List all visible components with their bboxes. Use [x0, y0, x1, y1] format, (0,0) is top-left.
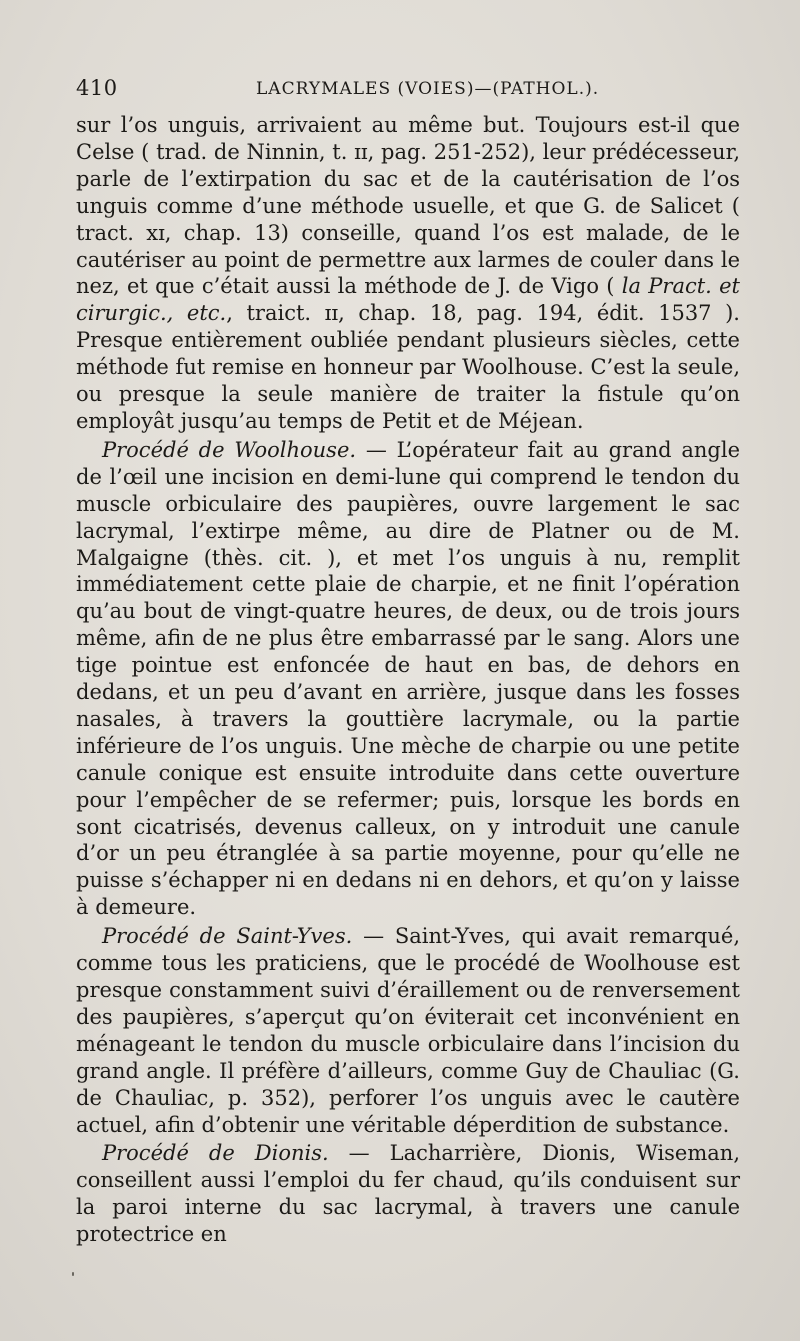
page-number: 410: [76, 76, 118, 100]
paragraph-woolhouse: [76, 437, 740, 921]
paragraph-text: sur l’os unguis, arrivaient au même but. Toujours est-il que Celse ( trad. de Ninnin, t. ɪɪ, pag. 251-252), leur prédécesseur, parle de l’extirpation du sac et de la cautérisation de l’os unguis comme d’une méthode usuelle, et que G. de Salicet ( tract. xɪ, chap. 13) conseille, quand l’os est malade, de le cautériser au point de permettre aux larmes de couler dans le nez, et que c’était aussi la méthode de J. de Vigo (: [76, 113, 740, 299]
paragraph-text-after: , traict. ɪɪ, chap. 18, pag. 194, édit. 1537 ). Presque entièrement oubliée pendant plusieurs siècles, cette méthode fut remise en honneur par Woolhouse. C’est la seule, ou presque la seule manière de traiter la fistule qu’on employât jusqu’au temps de Petit et de Méjean.: [76, 301, 741, 433]
paragraph-text: — L’opérateur fait au grand angle de l’œil une incision en demi-lune qui comprend le tendon du muscle orbiculaire des paupières, ouvre largement le sac lacrymal, l’extirpe même, au dire de Platner ou de M. Malgaigne (thès. cit. ), et met l’os unguis à nu, remplit immédiatement cette plaie de charpie, et ne finit l’opération qu’au bout de vingt-quatre heures, de deux, ou de trois jours même, afin de ne plus être embarrassé par le sang. Alors une tige pointue est enfoncée de haut en bas, de dehors en dedans, et un peu d’avant en arrière, jusque dans les fosses nasales, à travers la gouttière lacrymale, ou la partie inférieure de l’os unguis. Une mèche de charpie ou une petite canule conique est ensuite introduite dans cette ouverture pour l’empêcher de se refermer; puis, lorsque les bords en sont cicatrisés, devenus calleux, on y introduit une canule d’or un peu étranglée à sa partie moyenne, pour qu’elle ne puisse s’échapper ni en dedans ni en dehors, et qu’on y laisse à demeure.: [76, 437, 740, 920]
page-header: [76, 76, 738, 106]
paragraph-continuation: [76, 112, 740, 435]
section-lead-saint-yves: Procédé de Saint-Yves.: [102, 924, 353, 949]
paragraph-text: — Saint-Yves, qui avait remarqué, comme tous les praticiens, que le procédé de Woolhouse est presque constamment suivi d’éraillement ou de renversement des paupières, s’aperçut qu’on éviterait cet inconvénient en ménageant le tendon du muscle orbiculaire dans l’incision du grand angle. Il préfère d’ailleurs, comme Guy de Chauliac (G. de Chauliac, p. 352), perforer l’os unguis avec le cautère actuel, afin d’obtenir une véritable déperdition de substance.: [76, 924, 740, 1137]
paragraph-dionis: [76, 1140, 740, 1248]
running-head: LACRYMALES (VOIES)—(PATHOL.).: [256, 79, 600, 99]
section-lead-woolhouse: Procédé de Woolhouse.: [102, 437, 357, 462]
paragraph-saint-yves: [76, 923, 740, 1138]
ink-speck: [72, 1272, 74, 1276]
citation-title: la Pract. et cirurgic., etc.: [76, 274, 740, 326]
paragraph-text: — Lacharrière, Dionis, Wiseman, conseillent aussi l’emploi du fer chaud, qu’ils conduisent sur la paroi interne du sac lacrymal, à travers une canule protectrice en: [76, 1141, 740, 1247]
section-lead-dionis: Procédé de Dionis.: [102, 1141, 329, 1166]
body-text: [76, 112, 740, 1248]
